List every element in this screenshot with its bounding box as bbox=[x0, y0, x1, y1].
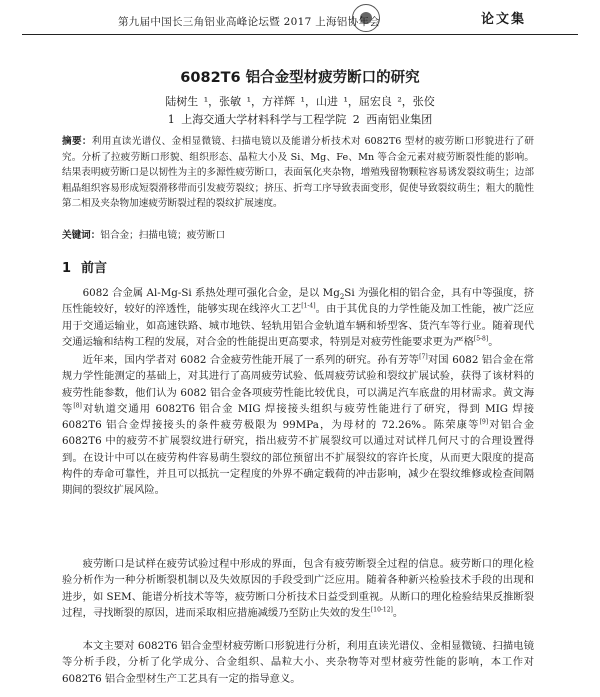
conference-title: 第九届中国长三角铝业高峰论坛暨 2017 上海铝协年会 bbox=[118, 16, 380, 28]
citation: [8] bbox=[73, 402, 82, 410]
keywords-label: 关键词： bbox=[62, 230, 101, 241]
citation: [1-4] bbox=[301, 302, 316, 310]
keywords bbox=[62, 227, 534, 241]
collection-label: 论文集 bbox=[480, 12, 526, 27]
paragraph-3: 疲劳断口是试样在疲劳试验过程中形成的界面，包含有疲劳断裂全过程的信息。疲劳断口的理化检验分析作为一种分析断裂机制以及失效原因的手段受到广泛应用。随着各种新兴检验技术手段的出现和进步，如 SEM、能谱分析技术等等，疲劳断口分析技术日益受到重视。从断口的理化检验结果反推断裂过程，寻找断裂的原因，进而采取相应措施减缓乃至防止失效的发生[10-12]。 bbox=[62, 558, 534, 619]
section-heading bbox=[62, 257, 107, 276]
paragraph-2: 近年来，国内学者对 6082 合金疲劳性能开展了一系列的研究。孙有芳等[7]对国 6082 铝合金在常规力学性能测定的基础上，对其进行了高周疲劳试验、低周疲劳试验和裂纹扩展试验，获得了该材料的疲劳性能参数，他们认为 6082 铝合金各项疲劳性能比较优良，可以满足汽车底盘的用材需求。黄文海等[8]对轨道交通用 6082T6 铝合金 MIG 焊接接头组织与疲劳性能进行了研究，得到 MIG 焊接 6082T6 铝合金焊接接头的条件疲劳极限为 99MPa，为母材的 72.26%。陈荣康等[9]对铝合金 6082T6 中的疲劳不扩展裂纹进行研究，指出疲劳不扩展裂纹可以通过对试样几何尺寸的合理设置得到。在设计中可以在疲劳构件容易萌生裂纹的部位预留出不扩展裂纹的容许长度，从而更大限度的提高构件的寿命可靠性，并且可以抵抗一定程度的外界不确定载荷的冲击影响，减少在裂纹维修或检查间隔期间的裂纹扩展风险。 bbox=[62, 353, 535, 497]
citation: [5-8] bbox=[473, 335, 489, 343]
section-title: 前言 bbox=[81, 261, 108, 276]
paragraph-4: 本文主要对 6082T6 铝合金型材疲劳断口形貌进行分析，利用直读光谱仪、金相显微镜、扫描电镜等分析手段，分析了化学成分、合金组织、晶粒大小、夹杂物等对型材疲劳性能的影响，本工作对 6082T6 铝合金型材生产工艺具有一定的指导意义。 bbox=[62, 640, 534, 685]
citation: [9] bbox=[479, 418, 489, 426]
citation: [10-12] bbox=[370, 606, 393, 614]
paragraph-1: 6082 合金属 Al-Mg-Si 系热处理可强化合金，是以 $Mg_2Si$ 为强化相的铝合金，具有中等强度，挤压性能较好，较好的淬透性，能够实现在线淬火工艺[1-4]。由于其优良的力学性能及加工性能，被广泛应用于交通运输业，如高速铁路、城市地铁、轻轨用铝合金轨道车辆和轿型客、货汽车等行业。随着现代交通运输和结构工程的发展，对合金的性能提出更高要求，特别是对疲劳性能要求更为严格[5-8]。 bbox=[62, 287, 535, 348]
citation: [7] bbox=[419, 353, 428, 361]
page-header bbox=[22, 4, 578, 35]
affiliation-list: 1 上海交通大学材料科学与工程学院 2 西南铝业集团 bbox=[167, 113, 433, 126]
abstract bbox=[62, 134, 534, 212]
keywords-text: 铝合金；扫描电镜；疲劳断口 bbox=[100, 230, 226, 241]
paper-title: 6082T6 铝合金型材疲劳断口的研究 bbox=[180, 70, 420, 86]
author-list: 陆树生 ¹，张敏 ¹，方祥辉 ¹，山进 ¹，屈宏良 ²，张佼 bbox=[165, 95, 435, 108]
abstract-label: 摘要： bbox=[62, 136, 92, 147]
section-number: 1 bbox=[62, 261, 72, 276]
abstract-text: 利用直读光谱仪、金相显微镜、扫描电镜以及能谱分析技术对 6082T6 型材的疲劳断口形貌进行了研究。分析了拉疲劳断口形貌、组织形态、晶粒大小及 Si、Mg、Fe、Mn 等合金元素对疲劳断裂性能的影响。结果表明疲劳断口是以韧性为主的多源性疲劳断口，表面氧化夹杂物，增殖残留物颗粒容易诱发裂纹萌生；边部粗晶组织容易形成短裂滑移带而引发疲劳裂纹；挤压、折弯工序导致表面变形，促使导致裂纹萌生；粗大的脆性第二相及夹杂物加速疲劳断裂过程的裂纹扩展速度。 bbox=[62, 136, 534, 210]
